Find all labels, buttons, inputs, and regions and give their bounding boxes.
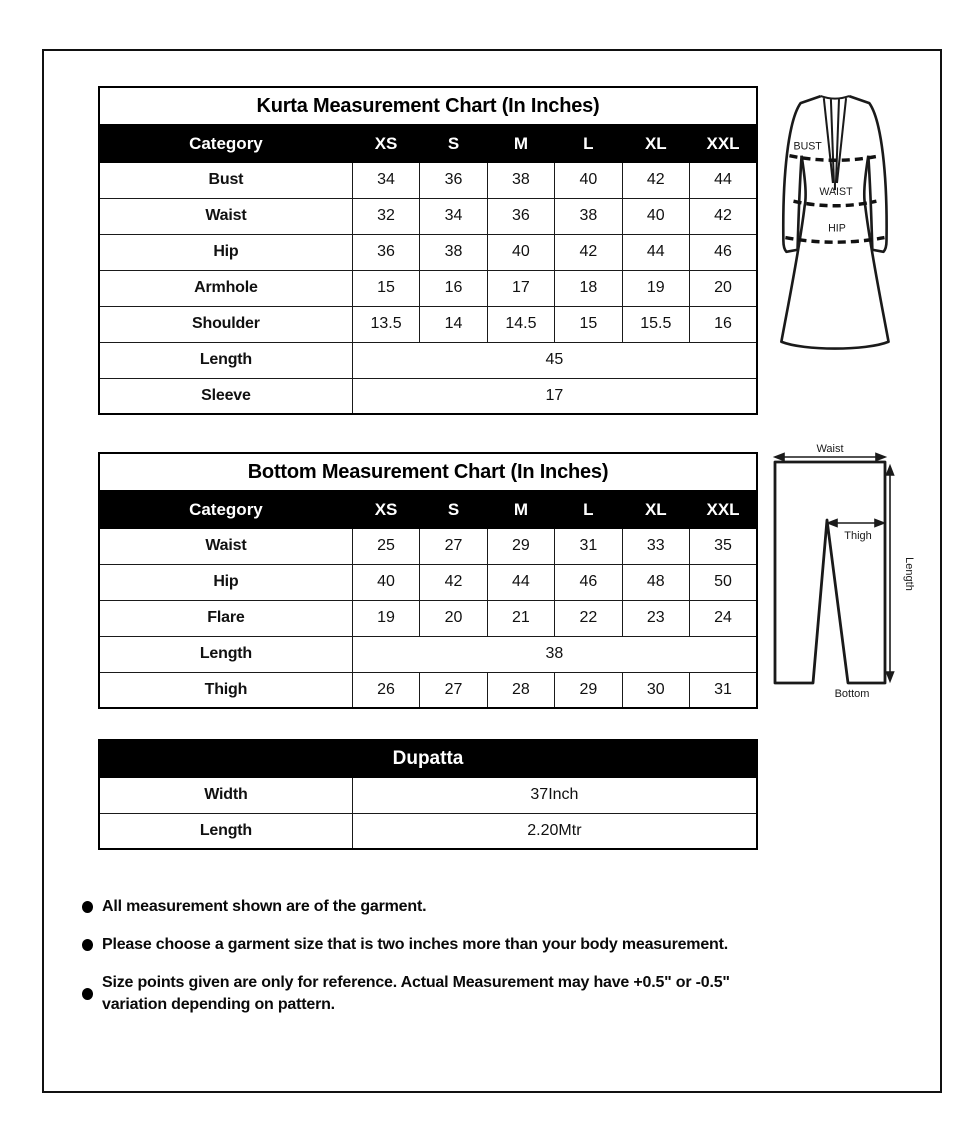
value-cell: 31 (555, 528, 622, 564)
row-label: Hip (99, 234, 352, 270)
header-cell: L (555, 491, 622, 528)
value-cell: 40 (622, 198, 689, 234)
table-row (99, 528, 757, 564)
value-cell: 25 (352, 528, 419, 564)
value-cell: 42 (622, 162, 689, 198)
header-cell: S (420, 125, 487, 162)
row-label: Armhole (99, 270, 352, 306)
note-text: All measurement shown are of the garment. (102, 898, 427, 915)
value-cell: 46 (690, 234, 757, 270)
value-cell: 36 (420, 162, 487, 198)
hip-dashed-line (785, 238, 884, 243)
header-cell: Category (99, 125, 352, 162)
value-cell: 20 (420, 600, 487, 636)
value-cell: 16 (690, 306, 757, 342)
bottom-label: Bottom (834, 688, 870, 700)
note-text: Size points given are only for reference. Actual Measurement may have +0.5" or -0.5" variation depending on pattern. (102, 974, 730, 1013)
value-cell: 34 (352, 162, 419, 198)
bottom-diagram (766, 443, 926, 721)
kurta-measurement-table (98, 86, 758, 415)
value-cell: 14.5 (487, 306, 554, 342)
value-cell: 30 (622, 672, 689, 708)
value-cell: 27 (420, 672, 487, 708)
bottom-measurement-table (98, 452, 758, 709)
value-cell: 44 (622, 234, 689, 270)
header-cell: Category (99, 491, 352, 528)
value-cell: 36 (487, 198, 554, 234)
value-cell: 16 (420, 270, 487, 306)
row-label: Shoulder (99, 306, 352, 342)
value-cell: 44 (487, 564, 554, 600)
row-label: Hip (99, 564, 352, 600)
header-row (99, 125, 757, 162)
value-cell: 24 (690, 600, 757, 636)
row-label: Waist (99, 528, 352, 564)
header-cell: XXL (690, 491, 757, 528)
row-label: Width (99, 777, 352, 813)
header-cell: S (420, 491, 487, 528)
value-cell: 44 (690, 162, 757, 198)
value-cell: 38 (555, 198, 622, 234)
value-cell: 33 (622, 528, 689, 564)
hip-label: HIP (828, 222, 846, 235)
outer-border-frame (42, 49, 942, 1093)
value-cell: 14 (420, 306, 487, 342)
row-label: Sleeve (99, 378, 352, 414)
value-cell: 34 (420, 198, 487, 234)
table-row (99, 162, 757, 198)
value-cell: 40 (352, 564, 419, 600)
value-cell: 27 (420, 528, 487, 564)
row-label: Length (99, 813, 352, 849)
table-row (99, 198, 757, 234)
value-cell: 23 (622, 600, 689, 636)
value-cell: 38 (352, 636, 757, 672)
waist-label: Waist (816, 443, 844, 455)
note-item (82, 972, 730, 1016)
header-cell: XL (622, 125, 689, 162)
value-cell: 29 (487, 528, 554, 564)
thigh-label: Thigh (844, 530, 872, 542)
value-cell: 40 (555, 162, 622, 198)
value-cell: 35 (690, 528, 757, 564)
bullet-dot-icon (82, 901, 93, 913)
value-cell: 40 (487, 234, 554, 270)
row-label: Waist (99, 198, 352, 234)
value-cell: 26 (352, 672, 419, 708)
header-cell: XL (622, 491, 689, 528)
value-cell: 37Inch (352, 777, 757, 813)
value-cell: 38 (487, 162, 554, 198)
header-cell: XS (352, 125, 419, 162)
table-row (99, 813, 757, 849)
table-row (99, 234, 757, 270)
bottom-title: Bottom Measurement Chart (In Inches) (99, 453, 757, 491)
note-text: Please choose a garment size that is two inches more than your body measurement. (102, 936, 728, 953)
value-cell: 19 (352, 600, 419, 636)
table-row (99, 306, 757, 342)
table-row (99, 600, 757, 636)
value-cell: 15 (352, 270, 419, 306)
value-cell: 15.5 (622, 306, 689, 342)
value-cell: 28 (487, 672, 554, 708)
notes-list (82, 896, 730, 1032)
row-label: Bust (99, 162, 352, 198)
table-row (99, 672, 757, 708)
value-cell: 31 (690, 672, 757, 708)
value-cell: 32 (352, 198, 419, 234)
length-label: Length (903, 557, 915, 591)
dupatta-table (98, 739, 758, 850)
kurta-title: Kurta Measurement Chart (In Inches) (99, 87, 757, 125)
value-cell: 42 (555, 234, 622, 270)
table-row (99, 636, 757, 672)
bullet-dot-icon (82, 939, 93, 951)
note-item (82, 934, 730, 956)
value-cell: 17 (487, 270, 554, 306)
dupatta-grid (98, 739, 758, 850)
row-label: Length (99, 636, 352, 672)
value-cell: 22 (555, 600, 622, 636)
bust-label: BUST (793, 140, 822, 153)
bottom-grid (98, 452, 758, 709)
value-cell: 46 (555, 564, 622, 600)
header-cell: L (555, 125, 622, 162)
table-row (99, 342, 757, 378)
value-cell: 42 (420, 564, 487, 600)
value-cell: 36 (352, 234, 419, 270)
row-label: Flare (99, 600, 352, 636)
bullet-dot-icon (82, 988, 93, 1000)
value-cell: 42 (690, 198, 757, 234)
note-item (82, 896, 730, 918)
header-cell: M (487, 491, 554, 528)
kurta-grid (98, 86, 758, 415)
dupatta-title: Dupatta (99, 740, 757, 777)
table-row (99, 270, 757, 306)
table-row (99, 378, 757, 414)
header-cell: M (487, 125, 554, 162)
value-cell: 13.5 (352, 306, 419, 342)
value-cell: 38 (420, 234, 487, 270)
row-label: Thigh (99, 672, 352, 708)
header-row (99, 491, 757, 528)
pants-outline (775, 462, 885, 683)
header-cell: XS (352, 491, 419, 528)
value-cell: 50 (690, 564, 757, 600)
header-cell: XXL (690, 125, 757, 162)
value-cell: 48 (622, 564, 689, 600)
table-row (99, 777, 757, 813)
value-cell: 15 (555, 306, 622, 342)
value-cell: 21 (487, 600, 554, 636)
value-cell: 45 (352, 342, 757, 378)
value-cell: 29 (555, 672, 622, 708)
value-cell: 19 (622, 270, 689, 306)
value-cell: 18 (555, 270, 622, 306)
kurta-diagram (770, 89, 910, 364)
row-label: Length (99, 342, 352, 378)
value-cell: 17 (352, 378, 757, 414)
value-cell: 20 (690, 270, 757, 306)
table-row (99, 564, 757, 600)
value-cell: 2.20Mtr (352, 813, 757, 849)
waist-label: WAIST (819, 186, 853, 199)
